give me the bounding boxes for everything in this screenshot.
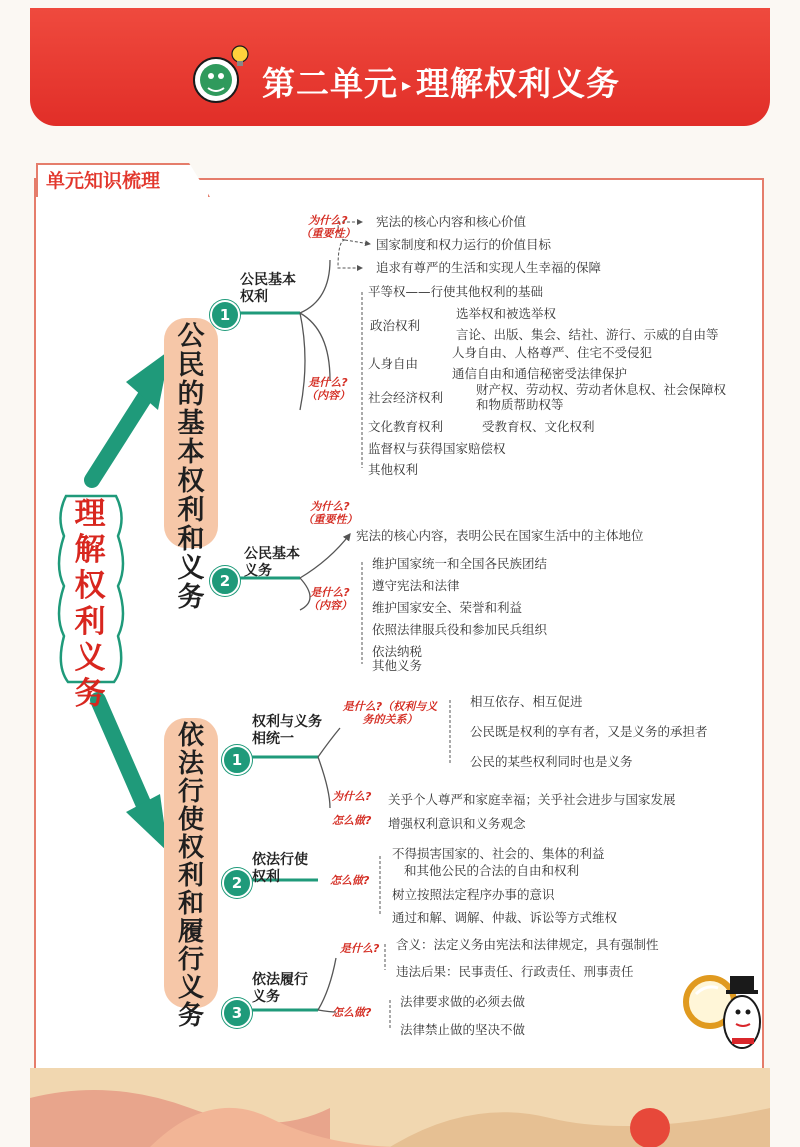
b1-n2-what-0: 维护国家统一和全国各民族团结 xyxy=(372,556,548,571)
b2-n2-badge: 2 xyxy=(222,868,252,898)
b2-n3-label: 依法履行义务 xyxy=(252,972,308,1005)
b2-n1-what-2: 公民的某些权利同时也是义务 xyxy=(470,754,633,769)
b1-n2-q-why: 为什么?（重要性） xyxy=(302,500,358,526)
b2-n2-how-1a: 不得损害国家的、社会的、集体的利益 xyxy=(392,846,605,861)
b2-n3-q-what: 是什么? xyxy=(340,942,380,955)
b1-n1-r5: 文化教育权利 xyxy=(368,419,444,434)
b2-n3-how-0: 法律要求做的必须去做 xyxy=(400,994,526,1009)
root-title: 理解权利义务 xyxy=(74,496,106,712)
magnifier-icon xyxy=(676,962,768,1062)
b2-n1-what-1: 公民既是权利的享有者，又是义务的承担者 xyxy=(470,724,708,739)
b1-n1-q-what: 是什么?（内容） xyxy=(306,376,350,402)
b2-n2-how-3: 通过和解、调解、仲裁、诉讼等方式维权 xyxy=(392,910,618,925)
b1-n1-r3a: 人身自由、人格尊严、住宅不受侵犯 xyxy=(452,345,653,360)
b2-n1-why: 关乎个人尊严和家庭幸福；关乎社会进步与国家发展 xyxy=(388,792,676,807)
b1-n1-r3: 人身自由 xyxy=(368,356,419,371)
b1-n1-why-0: 宪法的核心内容和核心价值 xyxy=(376,214,527,229)
branch1-title: 公民的基本权利和义务 xyxy=(177,321,205,613)
b2-n2-how-1b: 和其他公民的合法的自由和权利 xyxy=(404,863,580,878)
bottom-decoration xyxy=(30,1068,770,1147)
b2-n2-how-2: 树立按照法定程序办事的意识 xyxy=(392,887,555,902)
b1-n2-why: 宪法的核心内容，表明公民在国家生活中的主体地位 xyxy=(356,528,644,543)
b2-n3-badge: 3 xyxy=(222,998,252,1028)
b2-n3-what-0: 含义：法定义务由宪法和法律规定，具有强制性 xyxy=(396,937,659,952)
b1-n1-r2b: 言论、出版、集会、结社、游行、示威的自由等 xyxy=(456,327,719,342)
b1-n2-what-3: 依照法律服兵役和参加民兵组织 xyxy=(372,622,548,637)
b1-n2-what-1: 遵守宪法和法律 xyxy=(372,578,460,593)
b2-n1-what-0: 相互依存、相互促进 xyxy=(470,694,583,709)
b2-n2-label: 依法行使权利 xyxy=(252,852,308,885)
b2-n1-q-why: 为什么? xyxy=(332,790,372,803)
b1-n2-what-2: 维护国家安全、荣誉和利益 xyxy=(372,600,523,615)
b1-n2-badge: 2 xyxy=(210,566,240,596)
b1-n1-r2a: 选举权和被选举权 xyxy=(456,306,557,321)
b2-n3-what-1: 违法后果：民事责任、行政责任、刑事责任 xyxy=(396,964,634,979)
section-tag-label: 单元知识梳理 xyxy=(46,170,161,192)
b1-n1-r2: 政治权利 xyxy=(370,318,421,333)
b2-n1-badge: 1 xyxy=(222,745,252,775)
big-arrow-down xyxy=(98,700,168,852)
big-arrow-up xyxy=(92,350,170,480)
b1-n1-r4b: 和物质帮助权等 xyxy=(476,397,564,412)
b1-n1-label: 公民基本权利 xyxy=(240,272,296,305)
b2-n1-how: 增强权利意识和义务观念 xyxy=(388,816,526,831)
b1-n1-r4: 社会经济权利 xyxy=(368,390,444,405)
page-title: 第二单元 ▸ 理解权利义务 xyxy=(262,64,621,103)
b1-n1-r5a: 受教育权、文化权利 xyxy=(482,419,595,434)
b2-n1-label: 权利与义务相统一 xyxy=(252,714,322,747)
b2-n1-q-what: 是什么?（权利与义务的关系） xyxy=(342,700,438,726)
b1-n2-what-4: 依法纳税 xyxy=(372,644,423,659)
b1-n1-r3b: 通信自由和通信秘密受法律保护 xyxy=(452,366,628,381)
b2-n1-q-how: 怎么做? xyxy=(332,814,372,827)
b2-n3-q-how: 怎么做? xyxy=(332,1006,372,1019)
b1-n1-r1: 平等权——行使其他权利的基础 xyxy=(368,284,544,299)
b1-n1-r7: 其他权利 xyxy=(368,462,419,477)
b1-n2-label: 公民基本义务 xyxy=(244,546,300,579)
b1-n1-why-1: 国家制度和权力运行的价值目标 xyxy=(376,237,552,252)
b2-n3-how-1: 法律禁止做的坚决不做 xyxy=(400,1022,526,1037)
b1-n1-badge: 1 xyxy=(210,300,240,330)
b1-n1-r6: 监督权与获得国家赔偿权 xyxy=(368,441,506,456)
b2-n2-q-how: 怎么做? xyxy=(330,874,370,887)
b1-n1-q-why: 为什么?（重要性） xyxy=(300,214,356,240)
b1-n1-why-2: 追求有尊严的生活和实现人生幸福的保障 xyxy=(376,260,602,275)
branch2-title: 依法行使权利和履行义务 xyxy=(177,721,204,1031)
b1-n2-q-what: 是什么?（内容） xyxy=(308,586,352,612)
b1-n2-what-5: 其他义务 xyxy=(372,658,423,673)
b1-n1-r4a: 财产权、劳动权、劳动者休息权、社会保障权 xyxy=(476,382,727,397)
title-arrow-icon: ▸ xyxy=(402,75,413,96)
